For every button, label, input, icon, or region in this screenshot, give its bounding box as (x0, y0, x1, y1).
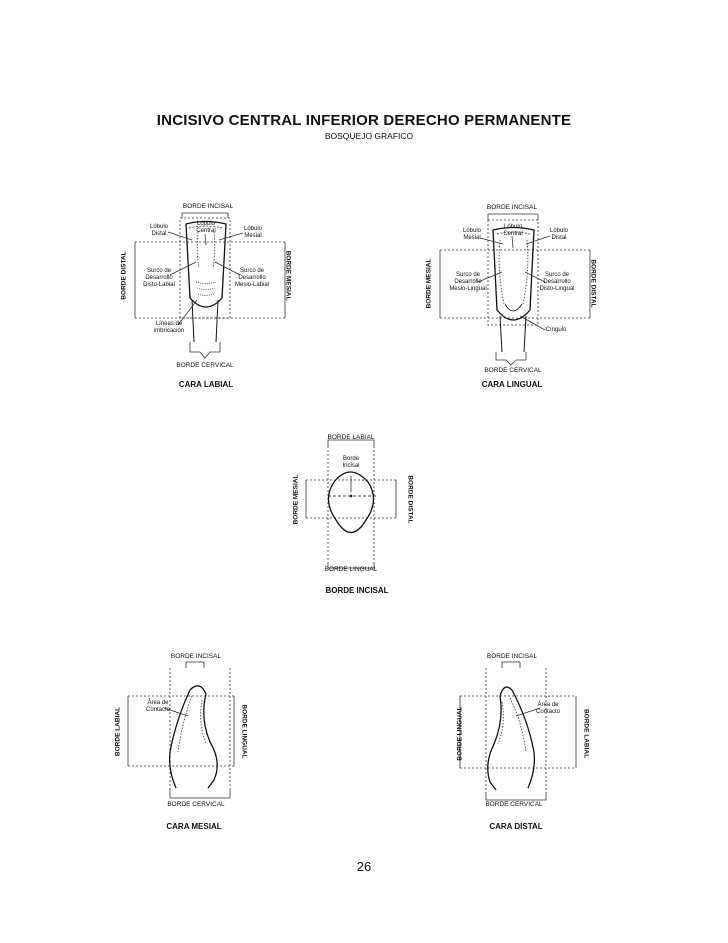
lingual-bottom-label: BORDE CERVICAL (484, 367, 542, 374)
mesial-bottom-label: BORDE CERVICAL (167, 801, 225, 808)
labial-bottom-label: BORDE CERVICAL (176, 362, 234, 369)
incisal-right-label: BORDE DISTAL (406, 475, 414, 524)
lingual-lobulo-central: Lóbulo Central (503, 224, 523, 237)
distal-right-label: BORDE LABIAL (582, 708, 590, 759)
mesial-left-label: BORDE LABIAL (114, 706, 122, 757)
incisal-top-label: BORDE LABIAL (327, 434, 375, 441)
page-subtitle: BOSQUEJO GRAFICO (324, 131, 414, 141)
labial-surco-mesiolabial: Surco de Desarrollo Mesio-Labial (234, 268, 270, 288)
labial-lobulo-distal: Lóbulo Distal (149, 224, 169, 237)
distal-left-label: BORDE LINGUAL (456, 706, 464, 761)
lingual-right-label: BORDE DISTAL (589, 259, 597, 308)
lingual-surco-mesiolingual: Surco de Desarrollo Mesio-Lingual (449, 272, 487, 292)
lingual-surco-distolingual: Surco de Desarrollo Disto-Lingual (539, 272, 575, 292)
lingual-left-label: BORDE MESIAL (425, 258, 433, 309)
distal-caption: CARA DISTAL (489, 822, 543, 831)
distal-top-label: BORDE INCISAL (486, 653, 538, 660)
mesial-top-label: BORDE INCISAL (170, 653, 222, 660)
mesial-area-contacto: Área de Contacto (145, 700, 170, 713)
labial-lobulo-mesial: Lóbulo Mesial (243, 226, 263, 239)
lingual-lobulo-mesial: Lóbulo Mesial (462, 228, 482, 241)
incisal-bottom-label: BORDE LINGUAL (324, 566, 378, 573)
labial-caption: CARA LABIAL (178, 380, 234, 389)
labial-right-label: BORDE MESIAL (284, 250, 292, 301)
incisal-borde-incisal-label: Borde Incisal (342, 456, 360, 469)
lingual-caption: CARA LINGUAL (481, 380, 543, 389)
labial-lineas-imbricacion: Líneas de imbricación (153, 321, 185, 334)
labial-lobulo-central: Lóbulo Central (196, 221, 216, 234)
incisal-caption: BORDE INCISAL (325, 586, 389, 595)
labial-top-label: BORDE INCISAL (182, 203, 234, 210)
lingual-cingulo: Cíngulo (545, 327, 567, 333)
distal-area-contacto: Área de Contacto (535, 702, 560, 715)
incisal-left-label: BORDE MESIAL (292, 474, 300, 525)
mesial-caption: CARA MESIAL (166, 822, 222, 831)
labial-left-label: BORDE DISTAL (120, 251, 128, 300)
page-number: 26 (356, 859, 372, 874)
distal-bottom-label: BORDE CERVICAL (485, 801, 543, 808)
labial-surco-distolabial: Surco de Desarrollo Disto-Labial (143, 268, 175, 288)
lingual-top-label: BORDE INCISAL (486, 204, 538, 211)
page-title: INCISIVO CENTRAL INFERIOR DERECHO PERMANENTE (156, 112, 572, 129)
lingual-lobulo-distal: Lóbulo Distal (549, 228, 569, 241)
mesial-right-label: BORDE LINGUAL (240, 704, 248, 759)
